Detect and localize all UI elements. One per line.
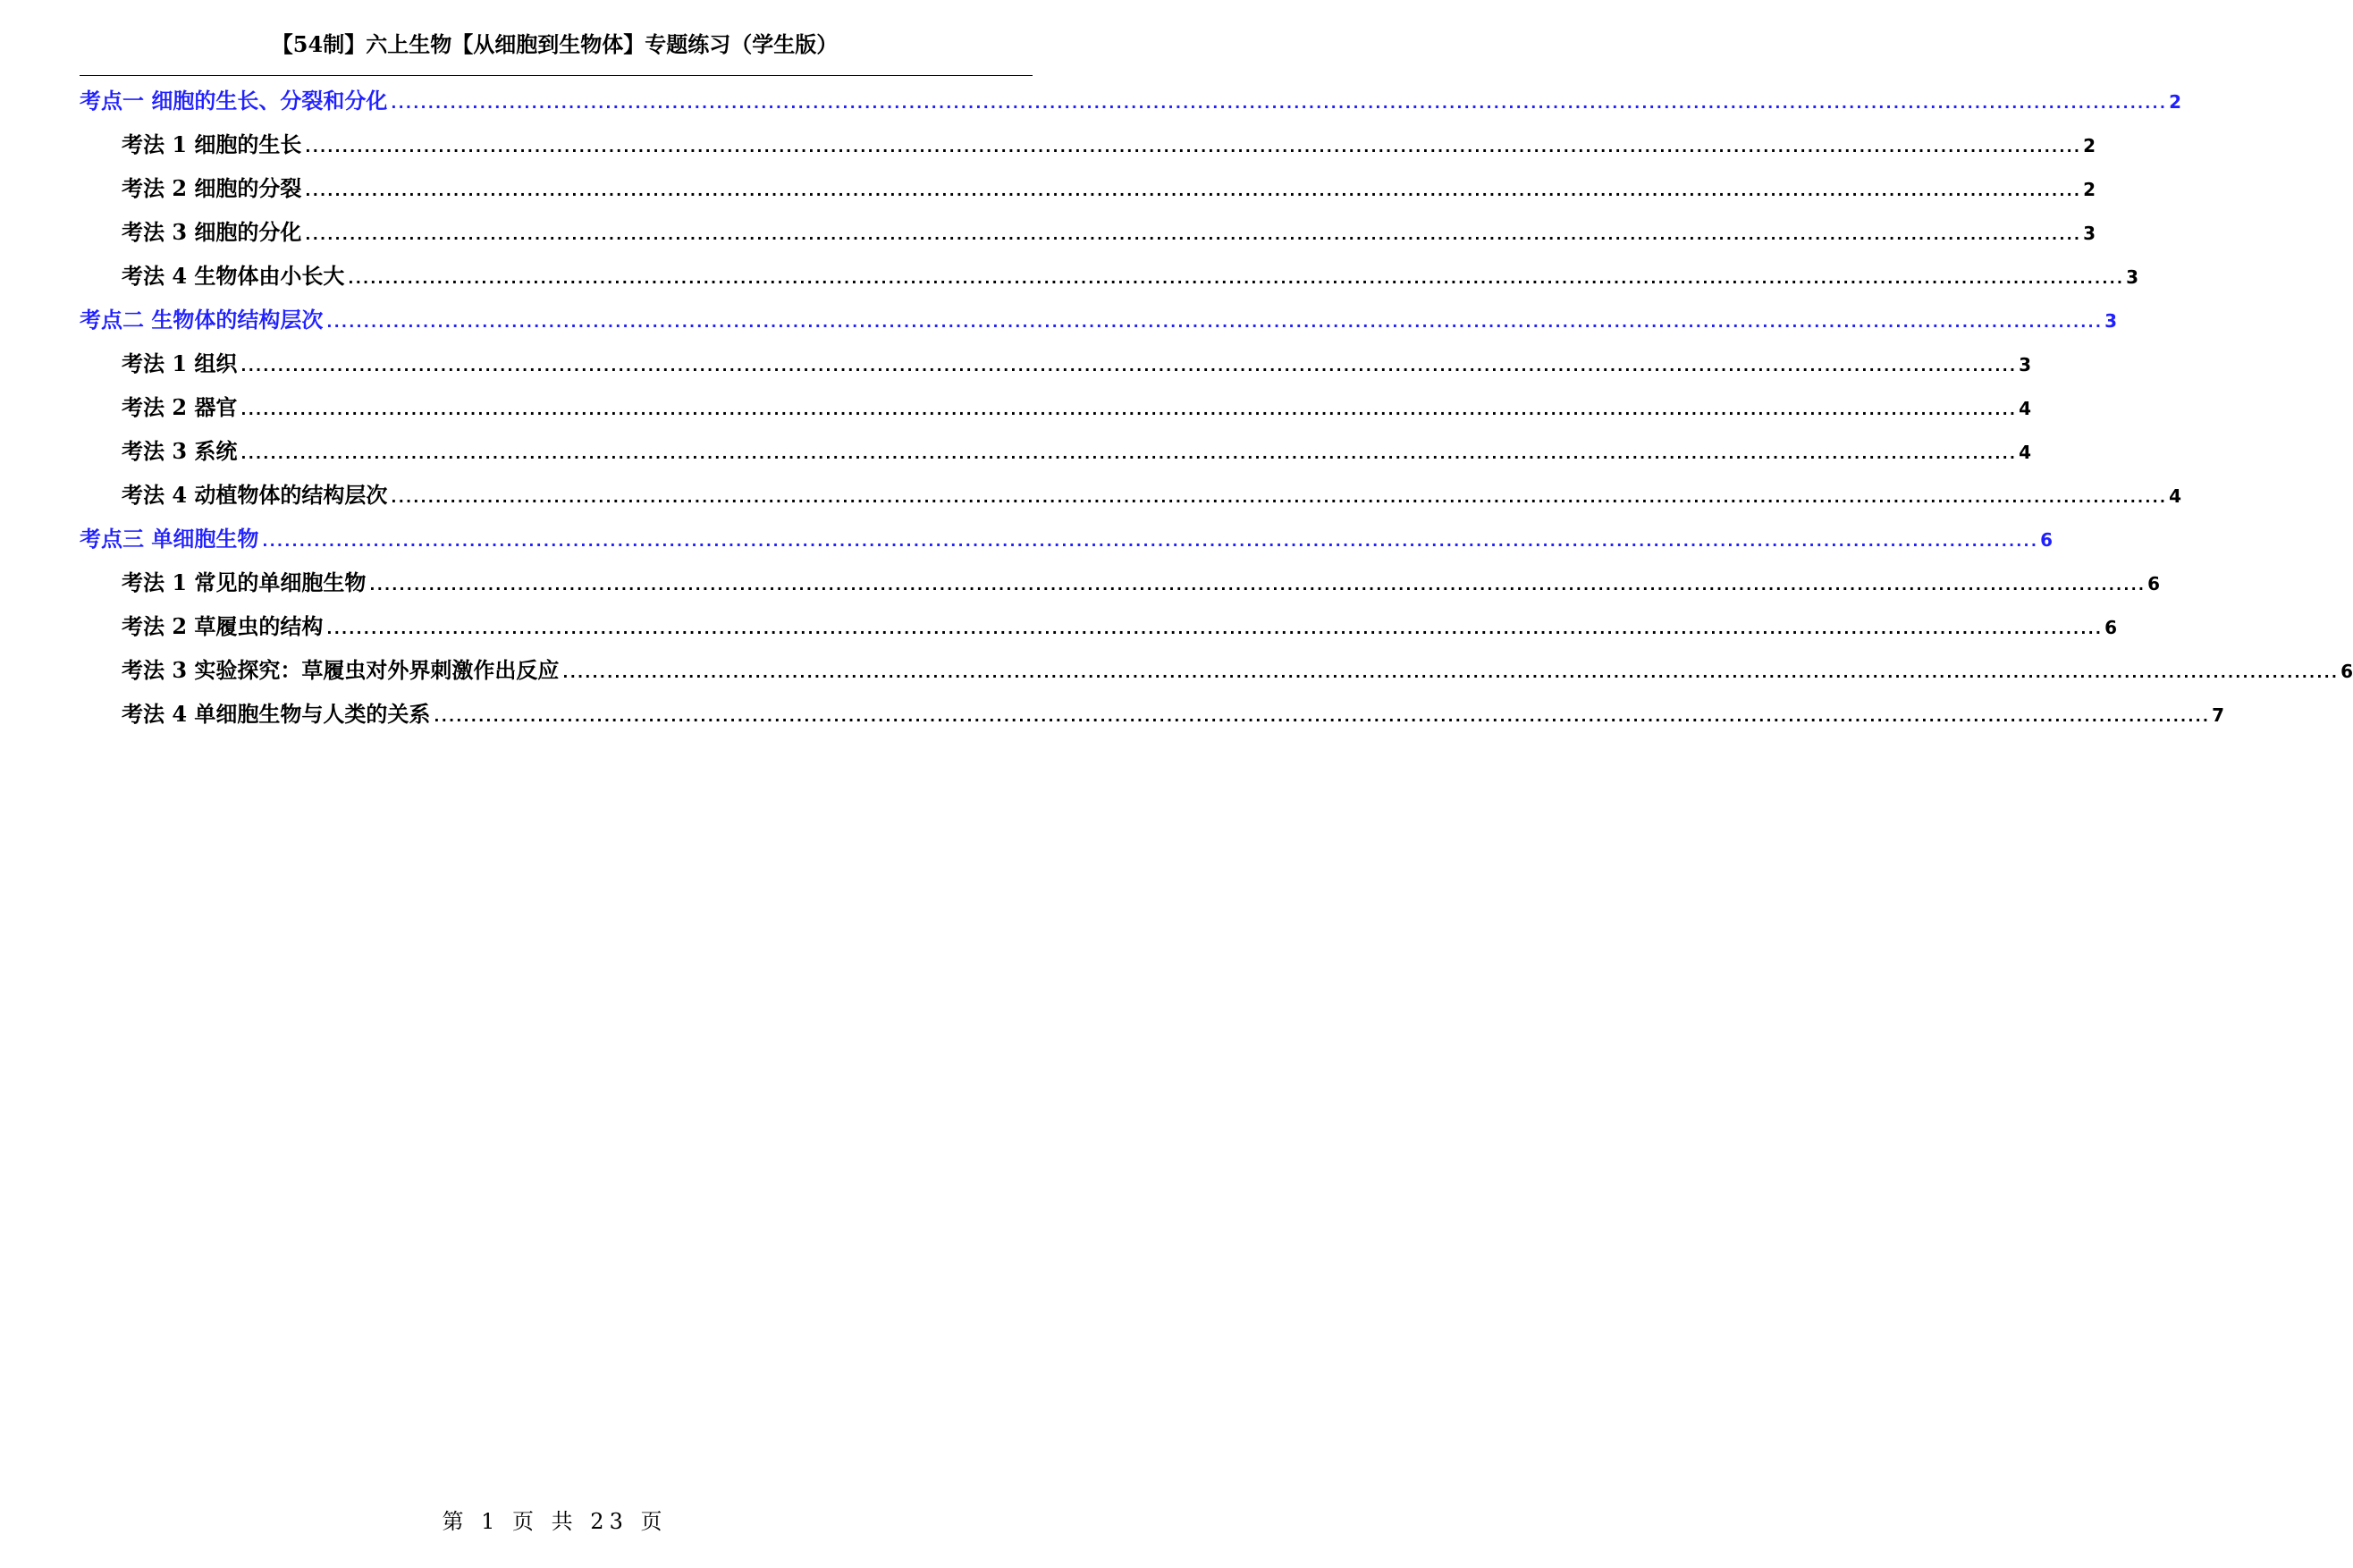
toc-page-number: 3 [2126, 266, 2139, 288]
toc-subsection-link[interactable] [80, 173, 2096, 217]
toc-dot-leader: ................................................................................................................................................................................................................................................ [305, 139, 2082, 156]
toc-subsection-link[interactable] [80, 392, 2032, 436]
toc-entry-label: 考法 3 细胞的分化 [122, 219, 302, 245]
toc-entry-label: 考点三 单细胞生物 [80, 526, 259, 552]
toc-page-number: 2 [2169, 91, 2182, 113]
toc-entry-label: 考法 1 常见的单细胞生物 [122, 569, 367, 595]
toc-entry-label: 考点二 生物体的结构层次 [80, 307, 324, 333]
toc-dot-leader: ................................................................................................................................................................................................................................................ [562, 664, 2340, 681]
toc-subsection-link[interactable] [80, 436, 2032, 480]
toc-page-number: 6 [2147, 573, 2161, 594]
toc-dot-leader: ................................................................................................................................................................................................................................................ [326, 620, 2104, 637]
toc-page-number: 6 [2104, 617, 2118, 638]
toc-subsection-link[interactable] [80, 480, 2182, 524]
toc-subsection-link[interactable] [80, 261, 2139, 305]
toc-entry-label: 考法 2 器官 [122, 394, 238, 420]
toc-subsection-link[interactable] [80, 349, 2032, 392]
toc-page-number: 6 [2340, 661, 2353, 682]
toc-section-link[interactable] [80, 86, 2182, 130]
toc-dot-leader: ................................................................................................................................................................................................................................................ [391, 489, 2168, 506]
toc-dot-leader: ................................................................................................................................................................................................................................................ [240, 358, 2018, 375]
toc-dot-leader: ................................................................................................................................................................................................................................................ [391, 95, 2168, 112]
toc-subsection-link[interactable] [80, 611, 2118, 655]
toc-subsection-link[interactable] [80, 655, 2353, 699]
toc-page-number: 6 [2040, 529, 2054, 551]
document-title: 【54制】六上生物【从细胞到生物体】专题练习（学生版） [271, 31, 839, 57]
toc-dot-leader: ................................................................................................................................................................................................................................................ [305, 182, 2082, 199]
toc-section-link[interactable] [80, 305, 2118, 349]
toc-page-number: 3 [2083, 223, 2096, 244]
toc-entry-label: 考法 1 细胞的生长 [122, 131, 302, 157]
toc-dot-leader: ................................................................................................................................................................................................................................................ [305, 226, 2082, 243]
toc-subsection-link[interactable] [80, 217, 2096, 261]
page-footer: 第 1 页 共 23 页 [442, 1509, 668, 1534]
toc-entry-label: 考法 4 动植物体的结构层次 [122, 482, 388, 508]
toc-page-number: 3 [2019, 354, 2032, 375]
toc-subsection-link[interactable] [80, 130, 2096, 173]
toc-subsection-link[interactable] [80, 699, 2225, 743]
toc-page-number: 7 [2212, 704, 2225, 726]
toc-dot-leader: ................................................................................................................................................................................................................................................ [240, 445, 2018, 462]
toc-entry-label: 考法 1 组织 [122, 350, 238, 376]
toc-entry-label: 考法 4 生物体由小长大 [122, 263, 345, 289]
toc-dot-leader: ................................................................................................................................................................................................................................................ [240, 401, 2018, 418]
toc-page-number: 3 [2104, 310, 2118, 332]
toc-page-number: 2 [2083, 135, 2096, 156]
toc-dot-leader: ................................................................................................................................................................................................................................................ [326, 314, 2104, 331]
toc-page-number: 4 [2019, 442, 2032, 463]
toc-dot-leader: ................................................................................................................................................................................................................................................ [369, 577, 2146, 594]
toc-entry-label: 考法 3 系统 [122, 438, 238, 464]
toc-page-number: 2 [2083, 179, 2096, 200]
toc-section-link[interactable] [80, 524, 2054, 568]
toc-page-number: 4 [2169, 485, 2182, 507]
toc-entry-label: 考法 2 草履虫的结构 [122, 613, 324, 639]
toc-entry-label: 考法 3 实验探究：草履虫对外界刺激作出反应 [122, 657, 560, 683]
toc-entry-label: 考法 4 单细胞生物与人类的关系 [122, 701, 431, 727]
toc-entry-label: 考点一 细胞的生长、分裂和分化 [80, 88, 388, 114]
toc-dot-leader: ................................................................................................................................................................................................................................................ [262, 533, 2039, 550]
toc-entry-label: 考法 2 细胞的分裂 [122, 175, 302, 201]
toc-dot-leader: ................................................................................................................................................................................................................................................ [434, 708, 2211, 725]
table-of-contents [80, 86, 2353, 743]
toc-subsection-link[interactable] [80, 568, 2161, 611]
header-divider [80, 75, 1033, 76]
toc-dot-leader: ................................................................................................................................................................................................................................................ [348, 270, 2125, 287]
toc-page-number: 4 [2019, 398, 2032, 419]
